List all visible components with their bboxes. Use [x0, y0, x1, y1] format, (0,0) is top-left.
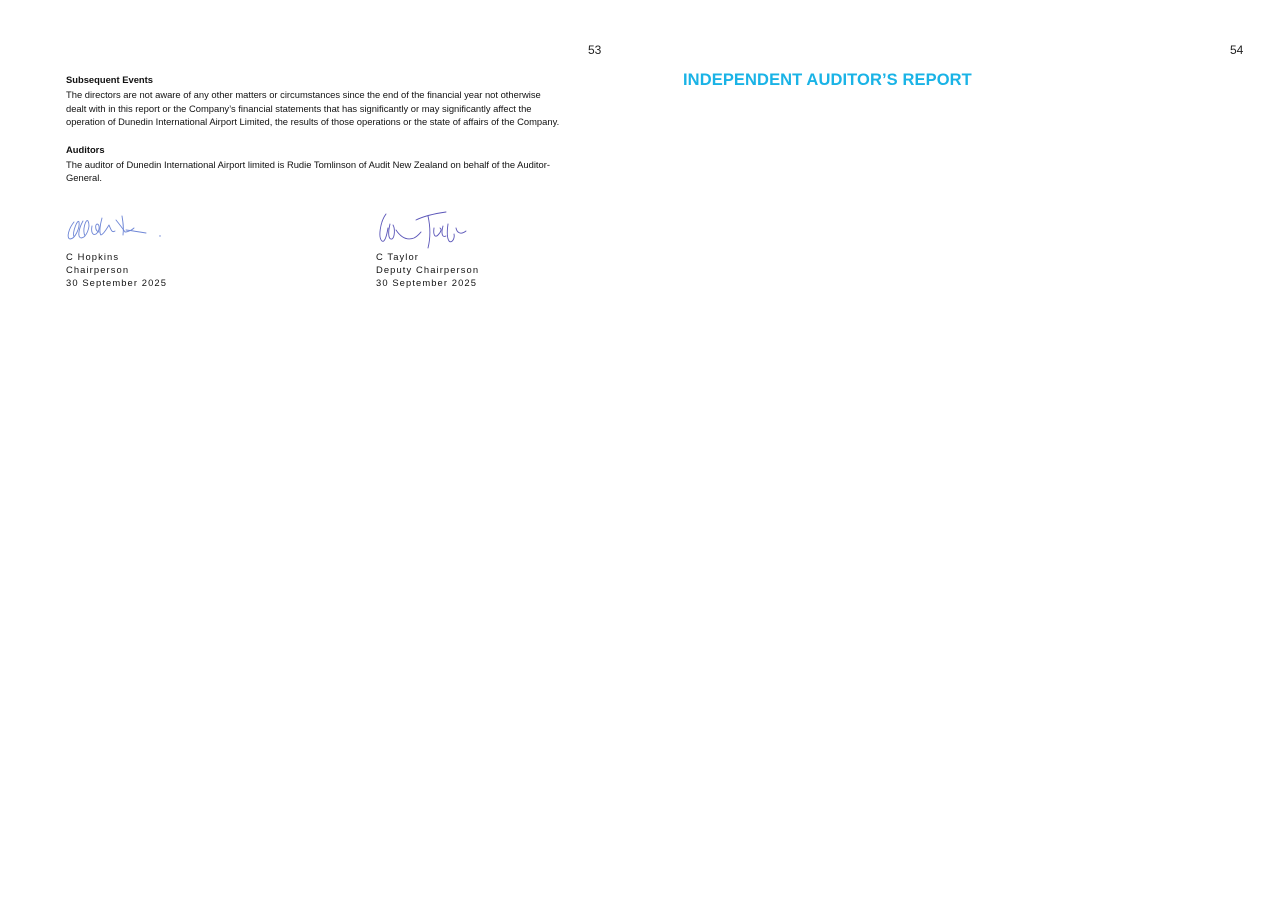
subsequent-events-section: [66, 73, 561, 129]
auditors-heading: Auditors: [66, 143, 105, 155]
subsequent-events-body: The directors are not aware of any other matters or circumstances since the end of the financial year not otherwise dealt with in this report or the Company’s financial statements that has significantly or may significantly affect the operation of Dunedin International Airport Limited, the results of those operations or the state of affairs of the Company.: [66, 89, 560, 127]
page-number-left: 53: [588, 43, 602, 57]
left-page-content: [66, 73, 561, 199]
signatory-name: C Taylor: [376, 251, 420, 262]
signature-taylor: [376, 208, 486, 250]
signatory-role: Deputy Chairperson: [376, 264, 480, 275]
auditors-section: [66, 143, 561, 185]
signatory-date: 30 September 2025: [376, 277, 478, 288]
signatures-area: [66, 208, 566, 298]
subsequent-events-heading: Subsequent Events: [66, 74, 153, 85]
page-number-right: 54: [1230, 43, 1244, 57]
right-page: [641, 0, 1282, 907]
signatory-date: 30 September 2025: [66, 277, 168, 288]
auditors-body: The auditor of Dunedin International Airport limited is Rudie Tomlinson of Audit New Zealand on behalf of the Auditor-General.: [66, 158, 550, 183]
signature-hopkins: [66, 208, 176, 250]
signatory-role: Chairperson: [66, 264, 130, 275]
report-title: INDEPENDENT AUDITOR’S REPORT: [683, 71, 972, 89]
signatory-hopkins: [66, 208, 266, 289]
signatory-name: C Hopkins: [66, 251, 120, 262]
signatory-taylor: [376, 208, 576, 289]
